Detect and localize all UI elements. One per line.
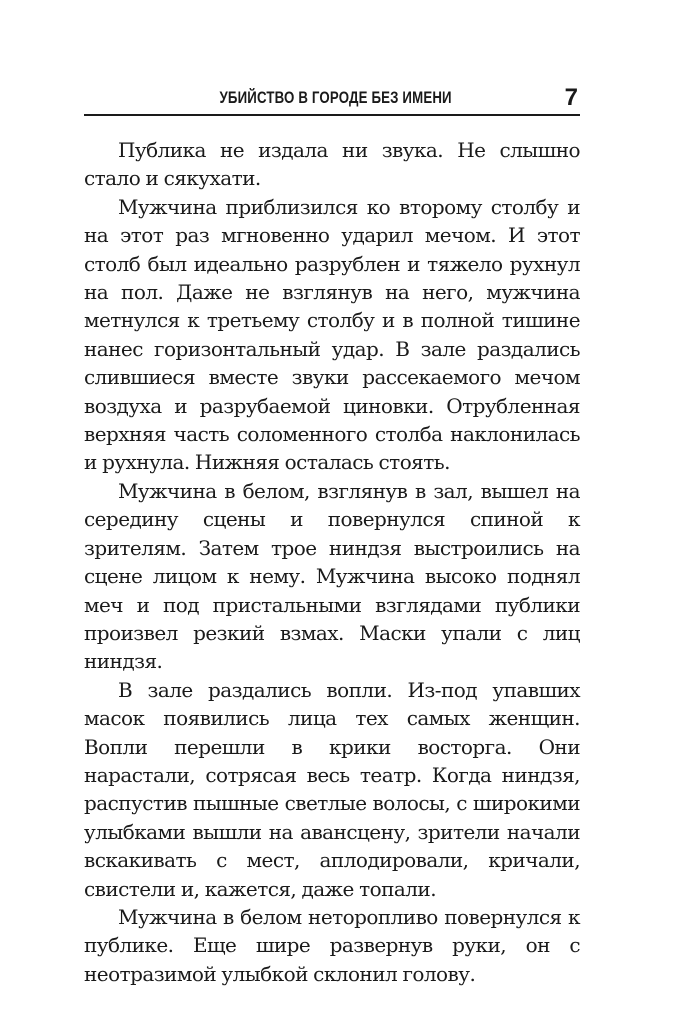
paragraph-5: Мужчина в белом неторопливо повернулся к публике. Еще шире развернув руки, он с неотразимой улыбкой склонил голову.	[84, 904, 580, 986]
paragraph-3: Мужчина в белом, взглянув в зал, вышел на середину сцены и повернулся спиной к зрителям. Затем трое ниндзя выстроились на сцене лицом к нему. Мужчина высоко поднял меч и под пристальными взглядами публики произвел резкий взмах. Маски упали с лиц ниндзя.	[84, 478, 580, 674]
body-text	[84, 136, 580, 988]
paragraph-2: Мужчина приблизился ко второму столбу и на этот раз мгновенно ударил мечом. И этот столб был идеально разрублен и тяжело рухнул на пол. Даже не взглянув на него, мужчина метнулся к третьему столбу и в полной тишине нанес горизонтальный удар. В зале раздались слившиеся вместе звуки рассекаемого мечом воздуха и разрубаемой циновки. Отрубленная верхняя часть соломенного столба наклонилась и рухнула. Нижняя осталась стоять.	[84, 194, 580, 475]
running-title: УБИЙСТВО В ГОРОДЕ БЕЗ ИМЕНИ	[219, 88, 452, 107]
paragraph-1: Публика не издала ни звука. Не слышно стало и сякухати.	[84, 138, 580, 191]
paragraph-4: В зале раздались вопли. Из-под упавших масок появились лица тех самых женщин. Вопли перешли в крики восторга. Они нарастали, сотрясая весь театр. Когда ниндзя, распустив пышные светлые волосы, с широкими улыбками вышли на авансцену, зрители начали вскакивать с мест, аплодировали, кричали, свистели и, кажется, даже топали.	[84, 677, 580, 901]
running-header	[84, 86, 580, 116]
page-number: 7	[564, 84, 578, 111]
